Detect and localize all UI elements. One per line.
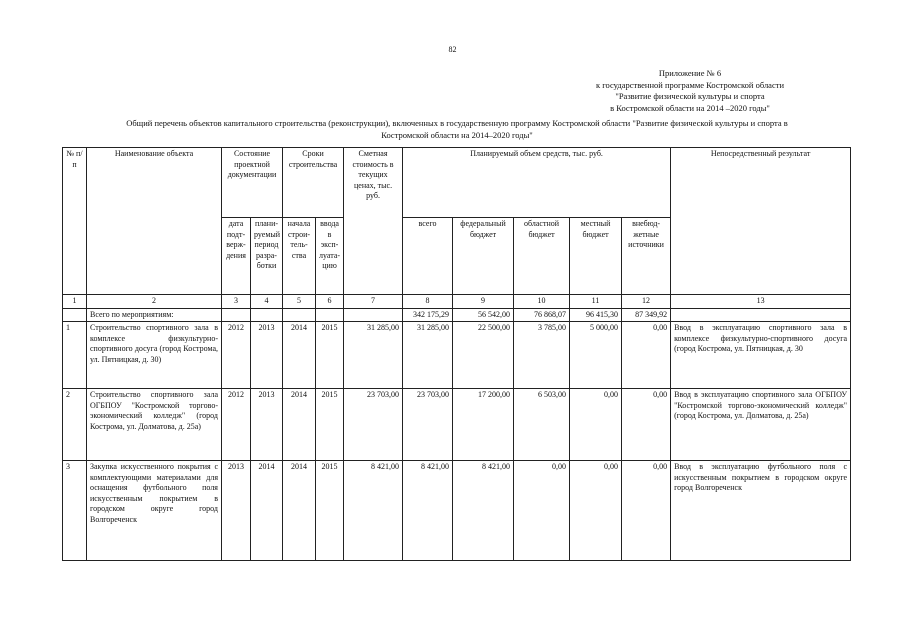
col-number: 10	[514, 295, 570, 309]
row-approval: 2012	[222, 389, 251, 461]
header-extra: внебюд-жетные источники	[622, 218, 671, 295]
row-federal: 17 200,00	[453, 389, 514, 461]
header-total: всего	[403, 218, 453, 295]
row-result: Ввод в эксплуатацию спортивного зала ОГБПОУ "Костромской торгово-экономический колледж" (город Кострома, ул. Долматова, д. 25а)	[671, 389, 851, 461]
row-commission: 2015	[316, 322, 344, 389]
totals-cell	[251, 308, 283, 322]
row-name: Закупка искусственного покрытия с комплектующими материалами для оснащения футбольного поля искусственным покрытием в городском округе город Волгореченск	[87, 461, 222, 561]
row-planned-period: 2013	[251, 389, 283, 461]
col-number: 13	[671, 295, 851, 309]
appendix-header	[560, 68, 820, 114]
col-number: 5	[283, 295, 316, 309]
row-regional: 6 503,00	[514, 389, 570, 461]
row-local: 0,00	[570, 461, 622, 561]
header-result: Непосредственный результат	[671, 148, 851, 295]
col-number: 9	[453, 295, 514, 309]
col-number: 2	[87, 295, 222, 309]
totals-total: 342 175,29	[403, 308, 453, 322]
row-federal: 22 500,00	[453, 322, 514, 389]
row-cost: 8 421,00	[344, 461, 403, 561]
row-extra: 0,00	[622, 322, 671, 389]
col-number: 1	[63, 295, 87, 309]
header-local: местный бюджет	[570, 218, 622, 295]
row-total: 8 421,00	[403, 461, 453, 561]
row-total: 31 285,00	[403, 322, 453, 389]
totals-row	[63, 308, 851, 322]
totals-cell	[671, 308, 851, 322]
header-cost: Сметная стоимость в текущих ценах, тыс. руб.	[344, 148, 403, 295]
header-start: начала строи-тель-ства	[283, 218, 316, 295]
row-num: 1	[63, 322, 87, 389]
row-federal: 8 421,00	[453, 461, 514, 561]
appendix-line: к государственной программе Костромской области	[596, 79, 784, 90]
col-number: 6	[316, 295, 344, 309]
totals-cell	[344, 308, 403, 322]
table-row	[63, 461, 851, 561]
header-name: Наименование объекта	[87, 148, 222, 295]
row-num: 3	[63, 461, 87, 561]
col-number: 12	[622, 295, 671, 309]
totals-cell	[316, 308, 344, 322]
row-commission: 2015	[316, 389, 344, 461]
row-planned-period: 2014	[251, 461, 283, 561]
col-number: 11	[570, 295, 622, 309]
table-row	[63, 322, 851, 389]
row-name: Строительство спортивного зала ОГБПОУ "Костромской торгово-экономический колледж" (город Кострома, ул. Долматова, д. 25а)	[87, 389, 222, 461]
totals-local: 96 415,30	[570, 308, 622, 322]
col-number: 4	[251, 295, 283, 309]
row-name: Строительство спортивного зала в комплексе физкультурно-спортивного досуга (город Кострома, ул. Пятницкая, д. 30)	[87, 322, 222, 389]
row-local: 0,00	[570, 389, 622, 461]
totals-cell	[222, 308, 251, 322]
objects-table	[62, 147, 851, 561]
row-planned-period: 2013	[251, 322, 283, 389]
totals-federal: 56 542,00	[453, 308, 514, 322]
totals-cell	[283, 308, 316, 322]
appendix-line: "Развитие физической культуры и спорта	[615, 91, 765, 101]
title-line: Общий перечень объектов капитального строительства (реконструкции), включенных в государственную программу Костромской области "Развитие физической культуры и спорта в	[126, 118, 788, 128]
header-planned-period: плани-руемый период разра-ботки	[251, 218, 283, 295]
row-result: Ввод в эксплуатацию спортивного зала в комплексе физкультурно-спортивного досуга (город Кострома, ул. Пятницкая, д. 30	[671, 322, 851, 389]
page-number: 82	[448, 45, 457, 54]
header-commission: ввода в эксп-луата-цию	[316, 218, 344, 295]
column-numbers-row	[63, 295, 851, 309]
row-start: 2014	[283, 461, 316, 561]
row-result: Ввод в эксплуатацию футбольного поля с искусственным покрытием в городском округе город Волгореченск	[671, 461, 851, 561]
header-federal: федеральный бюджет	[453, 218, 514, 295]
row-regional: 0,00	[514, 461, 570, 561]
col-number: 8	[403, 295, 453, 309]
header-regional: областной бюджет	[514, 218, 570, 295]
row-total: 23 703,00	[403, 389, 453, 461]
row-regional: 3 785,00	[514, 322, 570, 389]
row-extra: 0,00	[622, 461, 671, 561]
document-title	[82, 118, 832, 141]
appendix-line: Приложение № 6	[658, 68, 722, 78]
row-approval: 2012	[222, 322, 251, 389]
header-planned: Планируемый объем средств, тыс. руб.	[403, 148, 671, 218]
totals-regional: 76 868,07	[514, 308, 570, 322]
row-start: 2014	[283, 322, 316, 389]
row-approval: 2013	[222, 461, 251, 561]
table-header-row	[63, 148, 851, 218]
row-num: 2	[63, 389, 87, 461]
row-start: 2014	[283, 389, 316, 461]
appendix-line: в Костромской области на 2014 –2020 годы"	[610, 102, 770, 113]
totals-label: Всего по мероприятиям:	[87, 308, 222, 322]
row-cost: 31 285,00	[344, 322, 403, 389]
totals-extra: 87 349,92	[622, 308, 671, 322]
header-num: № п/п	[63, 148, 87, 295]
header-terms: Сроки строительства	[283, 148, 344, 218]
row-local: 5 000,00	[570, 322, 622, 389]
header-doc-state: Состояние проектной документации	[222, 148, 283, 218]
row-extra: 0,00	[622, 389, 671, 461]
table-row	[63, 389, 851, 461]
row-commission: 2015	[316, 461, 344, 561]
row-cost: 23 703,00	[344, 389, 403, 461]
header-approval: дата подт-верж-дения	[222, 218, 251, 295]
title-line: Костромской области на 2014–2020 годы"	[381, 129, 533, 140]
col-number: 3	[222, 295, 251, 309]
col-number: 7	[344, 295, 403, 309]
totals-cell	[63, 308, 87, 322]
